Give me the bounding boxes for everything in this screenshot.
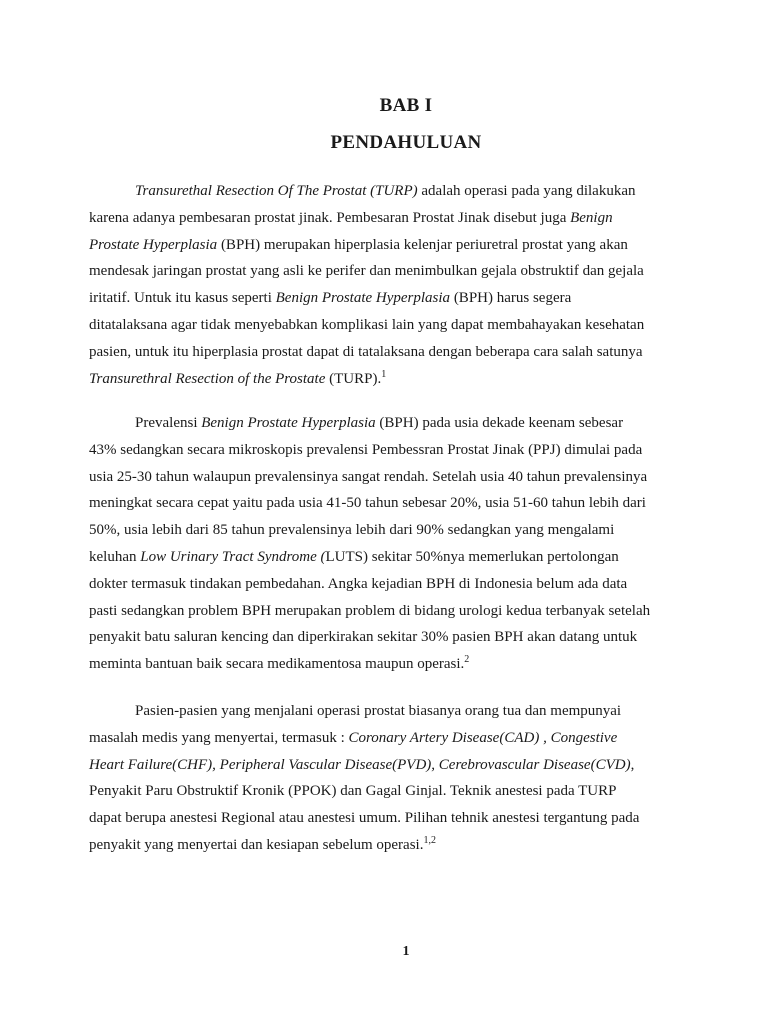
italic-term: Benign Prostate Hyperplasia xyxy=(275,290,451,307)
italic-term: Benign Prostate Hyperplasia xyxy=(89,209,613,253)
citation-ref: 1 xyxy=(381,368,387,380)
body-text: (BPH) pada usia dekade keenam sebesar 43% sedangkan secara mikroskopis prevalensi Pembessran Prostat Jinak (PPJ) dimulai pada usia 25-30 tahun walaupun prevalensinya sangat rendah. Setelah usia 40 tahun prevalensinya meningkat secara cepat yaitu pada usia 41-50 tahun sebesar 20%, usia 51-60 tahun lebih dari 50%, usia lebih dari 85 tahun prevalensinya lebih dari 90% sedangkan yang mengalami keluhan xyxy=(89,415,648,565)
italic-term: Transurethral Resection of the Prostate xyxy=(89,370,326,387)
body-text: adalah operasi pada yang dilakukan karena adanya pembesaran prostat jinak. Pembesaran Prostat Jinak disebut juga xyxy=(89,183,636,226)
chapter-title: PENDAHULUAN xyxy=(330,132,482,153)
body-text: , Penyakit Paru Obstruktif Kronik (PPOK) dan Gagal Ginjal. Teknik anestesi pada TURP dapat berupa anestesi Regional atau anestesi umum. Pilihan tehnik anestesi tergantung pada penyakit yang menyertai dan kesiapan sebelum operasi. xyxy=(89,756,640,853)
citation-ref: 1,2 xyxy=(423,834,436,846)
body-text: (BPH) harus segera ditatalaksana agar tidak menyebabkan komplikasi lain yang dapat membahayakan kesehatan pasien, untuk itu hiperplasia prostat dapat di tatalaksana dengan beberapa cara salah satunya xyxy=(89,290,645,360)
citation-ref: 2 xyxy=(464,654,470,666)
page-number: 1 xyxy=(402,944,410,959)
paragraph-patient-comorbidities xyxy=(89,698,651,859)
body-text: (TURP). xyxy=(325,370,382,387)
italic-term: Transurethal Resection Of The Prostat (TURP) xyxy=(135,183,418,199)
body-text: (BPH) merupakan hiperplasia kelenjar periuretral prostat yang akan mendesak jaringan prostat yang asli ke perifer dan menimbulkan gejala obstruktif dan gejala iritatif. Untuk itu kasus seperti xyxy=(89,236,644,307)
body-text: Prevalensi xyxy=(135,415,202,431)
body-text: LUTS) sekitar 50%nya memerlukan pertolongan dokter termasuk tindakan pembedahan. Angka kejadian BPH di Indonesia belum ada data pasti sedangkan problem BPH merupakan problem di bidang urologi kedua terbanyak setelah penyakit batu saluran kencing dan diperkirakan sekitar 30% pasien BPH akan datang untuk meminta bantuan baik secara medikamentosa maupun operasi. xyxy=(89,548,651,673)
italic-term: Low Urinary Tract Syndrome ( xyxy=(140,548,326,565)
chapter-number: BAB I xyxy=(379,95,433,116)
paragraph-bph-prevalence xyxy=(89,410,651,678)
body-text: Pasien-pasien yang menjalani operasi prostat biasanya orang tua dan mempunyai masalah medis yang menyertai, termasuk : xyxy=(89,703,622,746)
paragraph-turp-definition xyxy=(89,178,651,392)
italic-term: Coronary Artery Disease(CAD) , Congestive Heart Failure(CHF), Peripheral Vascular Disease(PVD), Cerebrovascular Disease(CVD) xyxy=(89,729,631,773)
italic-term: Benign Prostate Hyperplasia xyxy=(201,415,376,431)
